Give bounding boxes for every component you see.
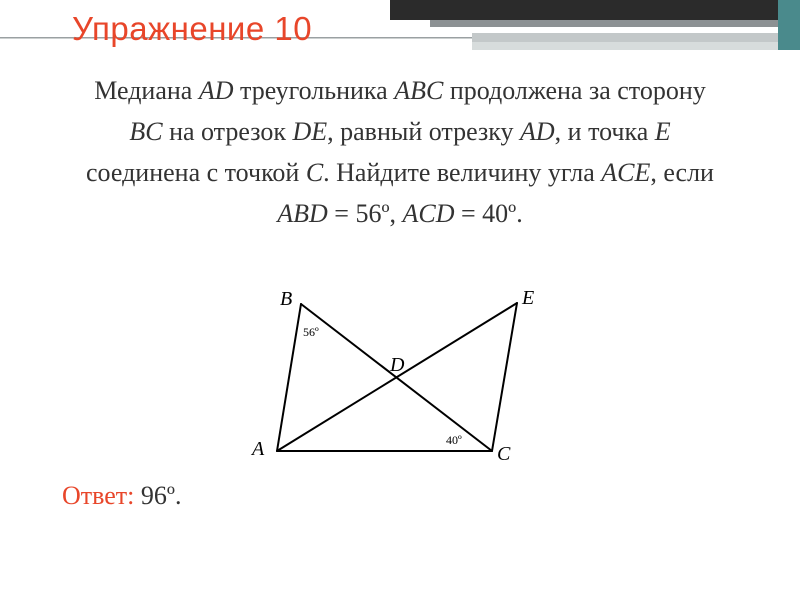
point-label-b: B bbox=[280, 288, 293, 310]
answer-value: 96º. bbox=[134, 481, 182, 510]
answer-label: Ответ: bbox=[62, 481, 135, 510]
angle-label-b: 56º bbox=[303, 325, 319, 339]
point-label-c: C bbox=[497, 443, 511, 465]
problem-line-2: BC на отрезок DE, равный отрезку AD, и точка E bbox=[129, 117, 671, 146]
slide-title: Упражнение 10 bbox=[72, 10, 313, 47]
angle-label-c: 40º bbox=[446, 433, 462, 447]
problem-line-4: ABD = 56º, ACD = 40º. bbox=[277, 199, 523, 228]
segment-ce bbox=[492, 303, 517, 451]
problem-line-1: Медиана AD треугольника ABC продолжена за сторону bbox=[94, 76, 706, 105]
point-label-e: E bbox=[522, 287, 535, 309]
problem-line-3: соединена с точкой C. Найдите величину угла ACE, если bbox=[86, 158, 714, 187]
point-label-a: A bbox=[252, 438, 265, 460]
answer bbox=[62, 481, 181, 511]
segment-ab bbox=[277, 304, 301, 451]
point-label-d: D bbox=[390, 354, 405, 376]
